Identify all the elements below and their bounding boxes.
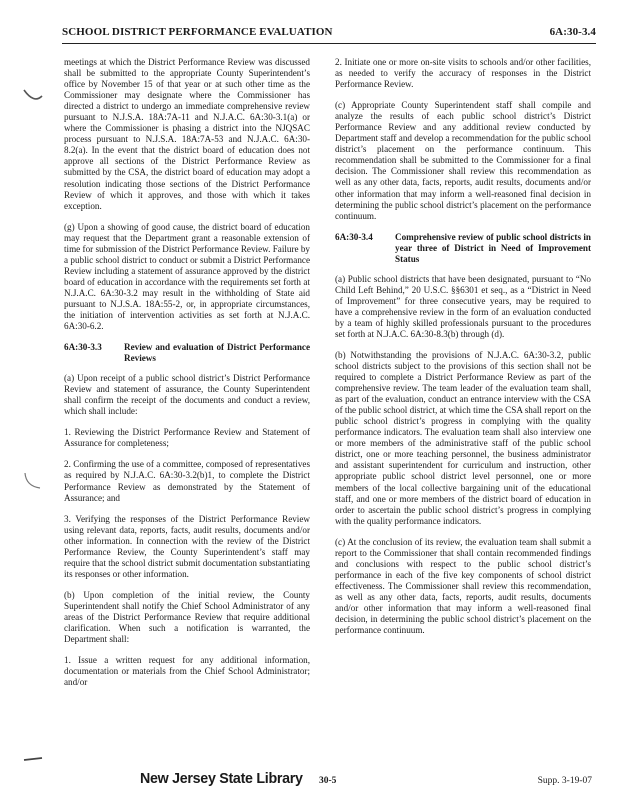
supplement-date: Supp. 3-19-07 (537, 776, 592, 786)
paragraph: 2. Initiate one or more on-site visits to schools and/or other facilities, as needed to verify the accuracy of responses in the District Performance Review. (335, 57, 591, 90)
paragraph: 1. Reviewing the District Performance Review and Statement of Assurance for completeness; (64, 427, 310, 449)
punch-hole-mark (22, 752, 44, 774)
library-stamp: New Jersey State Library (140, 770, 303, 787)
section-heading (335, 232, 591, 265)
section-number: 6A:30-3.3 (64, 342, 102, 353)
paragraph: (c) Appropriate County Superintendent staff shall compile and analyze the results of each public school district’s District Performance Review and any additional review conducted by Department staff and develop a recommendation for the public school district’s placement on the performance continuum. This recommendation shall be submitted to the Commissioner for a final decision. The Commissioner shall review this recommendation as well as any other data, facts, reports, audit results, documents and/or other information that may inform a well-reasoned final decision in determining the public school district’s placement on the performance continuum. (335, 100, 591, 221)
right-column (335, 57, 591, 646)
header-code: 6A:30-3.4 (549, 26, 596, 38)
paragraph: (g) Upon a showing of good cause, the district board of education may request that the Department grant a reasonable extension of time for submission of the District Performance Review. Failure by a public school district to conduct or submit a District Performance Review including a statement of assurance approved by the district board of education in accordance with the requirements set forth at N.J.A.C. 6A:30-3.2 may result in the withholding of State aid pursuant to N.J.S.A. 18A:55-2, or, in appropriate circumstances, the initiation of intervention activities as set forth at N.J.A.C. 6A:30-6.2. (64, 221, 310, 332)
left-column (64, 57, 310, 698)
header-rule (62, 43, 596, 44)
punch-hole-mark (22, 86, 44, 108)
punch-hole-mark (22, 470, 44, 492)
paragraph: meetings at which the District Performance Review was discussed shall be submitted to the appropriate County Superintendent’s office by November 15 of that year or at such other time as the Commissioner may designate where the Commissioner has directed a district to undergo an immediate comprehensive review pursuant to N.J.S.A. 18A:7A-11 and N.J.A.C. 6A:30-3.1(a) or where the Commissioner is phasing a district into the NJQSAC process pursuant to N.J.S.A. 18A:7A-53 and N.J.A.C. 6A:30-8.2(a). In the event that the district board of education does not approve all sections of the District Performance Review as submitted by the CSA, the district board of education may adopt a resolution indicating those sections of the District Performance Review of which it approves, and those with which it takes exception. (64, 57, 310, 211)
paragraph: 1. Issue a written request for any additional information, documentation or materials from the Chief School Administrator; and/or (64, 655, 310, 688)
section-title: Review and evaluation of District Performance Reviews (124, 342, 310, 364)
paragraph: (c) At the conclusion of its review, the evaluation team shall submit a report to the Commissioner that shall contain recommended findings and conclusions with respect to the public school district’s performance in each of the five key components of school district effectiveness. The Commissioner shall review this recommendation, as well as any other data, facts, reports, audit results, documents and/or other information that may inform a well-reasoned final decision, in determining the public school district’s placement on the performance continuum. (335, 536, 591, 636)
header-title: SCHOOL DISTRICT PERFORMANCE EVALUATION (62, 26, 333, 38)
paragraph: (a) Upon receipt of a public school district’s District Performance Review and statement of assurance, the County Superintendent shall confirm the receipt of the documents and conduct a review, which shall include: (64, 373, 310, 417)
paragraph: (a) Public school districts that have been designated, pursuant to “No Child Left Behind,” 20 U.S.C. §§6301 et seq., as a “District in Need of Improvement” for three consecutive years, may be required to have a comprehensive review in the form of an evaluation conducted by a team of highly skilled professionals pursuant to the procedures set forth at N.J.A.C. 6A:30-8.3(b) through (d). (335, 273, 591, 339)
running-header (62, 24, 596, 40)
page-number: 30-5 (319, 776, 337, 786)
paragraph: (b) Notwithstanding the provisions of N.J.A.C. 6A:30-3.2, public school districts subject to the provisions of this section shall not be required to complete a District Performance Review as part of the comprehensive review. The team leader of the evaluation team shall, as part of the evaluation, conduct an entrance interview with the CSA of the public school district, at which time the CSA shall report on the public school district’s progress in complying with the quality performance indicators. The evaluation team shall also interview one or more members of the administrative staff of the public school district, one or more teaching personnel, the business administrator and assistant superintendent for curriculum and instruction, other appropriate public school district level personnel, one or more members of the local collective bargaining unit of the educational staff, and one or more members of the district board of education in order to ascertain the public school district’s progress in complying with the quality performance indicators. (335, 349, 591, 526)
paragraph: 3. Verifying the responses of the District Performance Review using relevant data, reports, facts, audit results, documents and/or other information. In connection with the review of the District Performance Review, the County Superintendent’s staff may require that the school district submit documentation substantiating its responses or other information. (64, 513, 310, 579)
section-number: 6A:30-3.4 (335, 231, 373, 242)
page-footer (0, 770, 618, 796)
section-title: Comprehensive review of public school districts in year three of District in Need of Improvement Status (395, 231, 591, 264)
section-heading (64, 342, 310, 364)
paragraph: (b) Upon completion of the initial review, the County Superintendent shall notify the Chief School Administrator of any areas of the District Performance Review that require additional clarification. When such a notification is warranted, the Department shall: (64, 589, 310, 645)
paragraph: 2. Confirming the use of a committee, composed of representatives as required by N.J.A.C. 6A:30-3.2(b)1, to complete the District Performance Review as demonstrated by the Statement of Assurance; and (64, 459, 310, 503)
